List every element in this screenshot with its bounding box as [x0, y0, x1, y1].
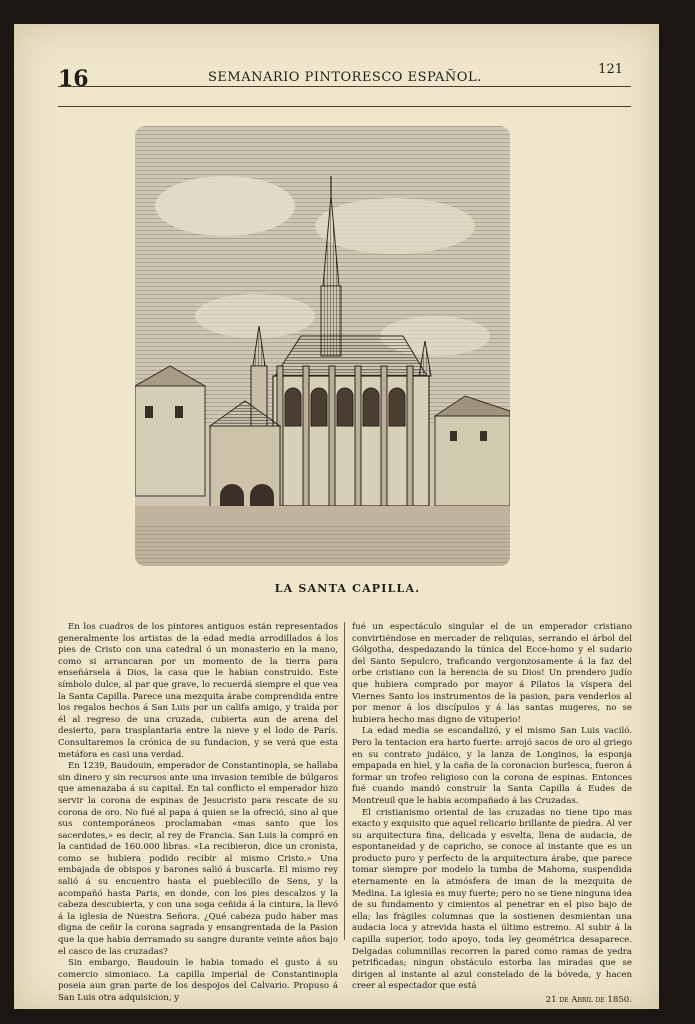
paragraph: Sin embargo, Baudouin le habia tomado el gusto á su comercio simoniaco. La capilla imperial de Constantinopla poseia aun gran parte de los despojos del Calvario. Propuso á San Luis otra adquisicion, y [58, 958, 338, 1003]
paragraph: La edad media se escandalizó, y el mismo San Luis vaciló. Pero la tentacion era harto fuerte: arrojó sacos de oro al griego en su contrato judáico, y la lanza de Longinos, la esponja empapada en hiel, y la caña de la coronacion burlesca, fueron á formar un trofeo religioso con la corona de espinas. Entonces fué cuando mandó construir la Santa Capilla á Eudes de Montreuil que le habia acompañado á las Cruzadas. [352, 726, 632, 806]
column-divider [344, 622, 345, 940]
header-top-rule [58, 86, 631, 87]
running-head: SEMANARIO PINTORESCO ESPAÑOL. [208, 70, 482, 85]
dateline: 21 de Abril de 1850. [545, 995, 632, 1005]
paragraph: En 1239, Baudouin, emperador de Constantinopla, se hallaba sin dinero y sin recursos ante una invasion temible de búlgaros que amenazaba á su capital. En tal conflicto el emperador hizo servir la corona de espinas de Jesucristo para rescate de su corona de oro. No fué al papa á quien se la ofreció, sino al que sus contemporáneos proclamaban «mas santo que los sacerdotes,» es decir, al rey de Francia. San Luis la compró en la cantidad de 160.000 libras. «La recibieron, dice un cronista, como se hubiera podido recibir al mismo Cristo.» Una embajada de obispos y barones salió á buscarla. El mismo rey salió á su encuentro hasta el pueblecillo de Sens, y la acompañó hasta Paris, en donde, con los pies descalzos y la cabeza descubierta, y con una soga ceñida á la cintura, la llevó á la iglesia de Nuestra Señora. ¿Qué cabeza pudo haber mas digna de ceñir la corona sagrada y ensangrentada de la Pasion que la que habia derramado su sangre durante veinte años bajo el casco de las cruzadas? [58, 761, 338, 957]
sheet-number: 121 [598, 62, 623, 77]
paragraph: fué un espectáculo singular el de un emperador cristiano convirtiéndose en mercader de reliquias, serrando el árbol del Gólgotha, despedazando la túnica del Ecce-homo y el sudario del Santo Sepulcro, traficando vergonzosamente á la faz del orbe cristiano con la herencia de su Dios! Un prendero judío que hubiera comprado por mayor á Pilatos la víspera del Viernes Santo los instrumentos de la pasion, para venderlos al por menor á los discípulos y á las santas mugeres, no se hubiera hecho mas digno de vituperio! [352, 622, 632, 725]
illustration-caption: LA SANTA CAPILLA. [274, 582, 421, 595]
page-number: 16 [58, 66, 89, 92]
paragraph: En los cuadros de los pintores antiguos están representados generalmente los artistas de la edad media arrodillados á los pies de Cristo con una catedral ó un monasterio en la mano, como si arrancaran por un momento de la tierra para enseñársela á Dios, la casa que le habian construido. Este símbolo dulce, al par que grave, lo recuerdá siempre el que vea la Santa Capilla. Parece una mezquita árabe comprendida entre los regalos hechos á San Luis por un califa amigo, y traida por él al regreso de una cruzada, cubierta aun de arena del desierto, para trasplantaria entre la nieve y el lodo de París. Consultaremos la crónica de su fundacion, y se verá que esta metáfora es casi una verdad. [58, 622, 338, 760]
article-right-column [352, 622, 632, 1007]
article-left-column [58, 622, 338, 1005]
engraving-illustration [135, 126, 510, 566]
paragraph: El cristianismo oriental de las cruzadas no tiene tipo mas exacto y exquisito que aquel relicario brillante de piedra. Al ver su arquitectura fina, delicada y esvelta, llena de audacia, de espontaneidad y de capricho, se conoce al instante que es un producto puro y perfecto de la arquitectura árabe, que parece tomar siempre por modelo la tumba de Mahoma, suspendida eternamente en la atmósfera de iman de la mezquita de Medina. La iglesia es muy fuerte; pero no se tiene ninguna idea de su fundamento y cimientos al penetrar en el piso bajo de ella; las frágiles columnas que la sostienen desmientan una audacia loca y atrevida hasta el último estremo. Al subir á la capilla superior, todo apoyo, toda ley geométrica desaparece. Delgadas columnillas recorren la pared como ramas de yedra petrificadas; ningun obstáculo estorba las miradas que se dirigen al instante al azul constelado de la bóveda, y hacen creer al espectador que está [352, 807, 632, 992]
header-bottom-rule [58, 106, 631, 107]
sainte-chapelle-engraving [135, 126, 510, 566]
